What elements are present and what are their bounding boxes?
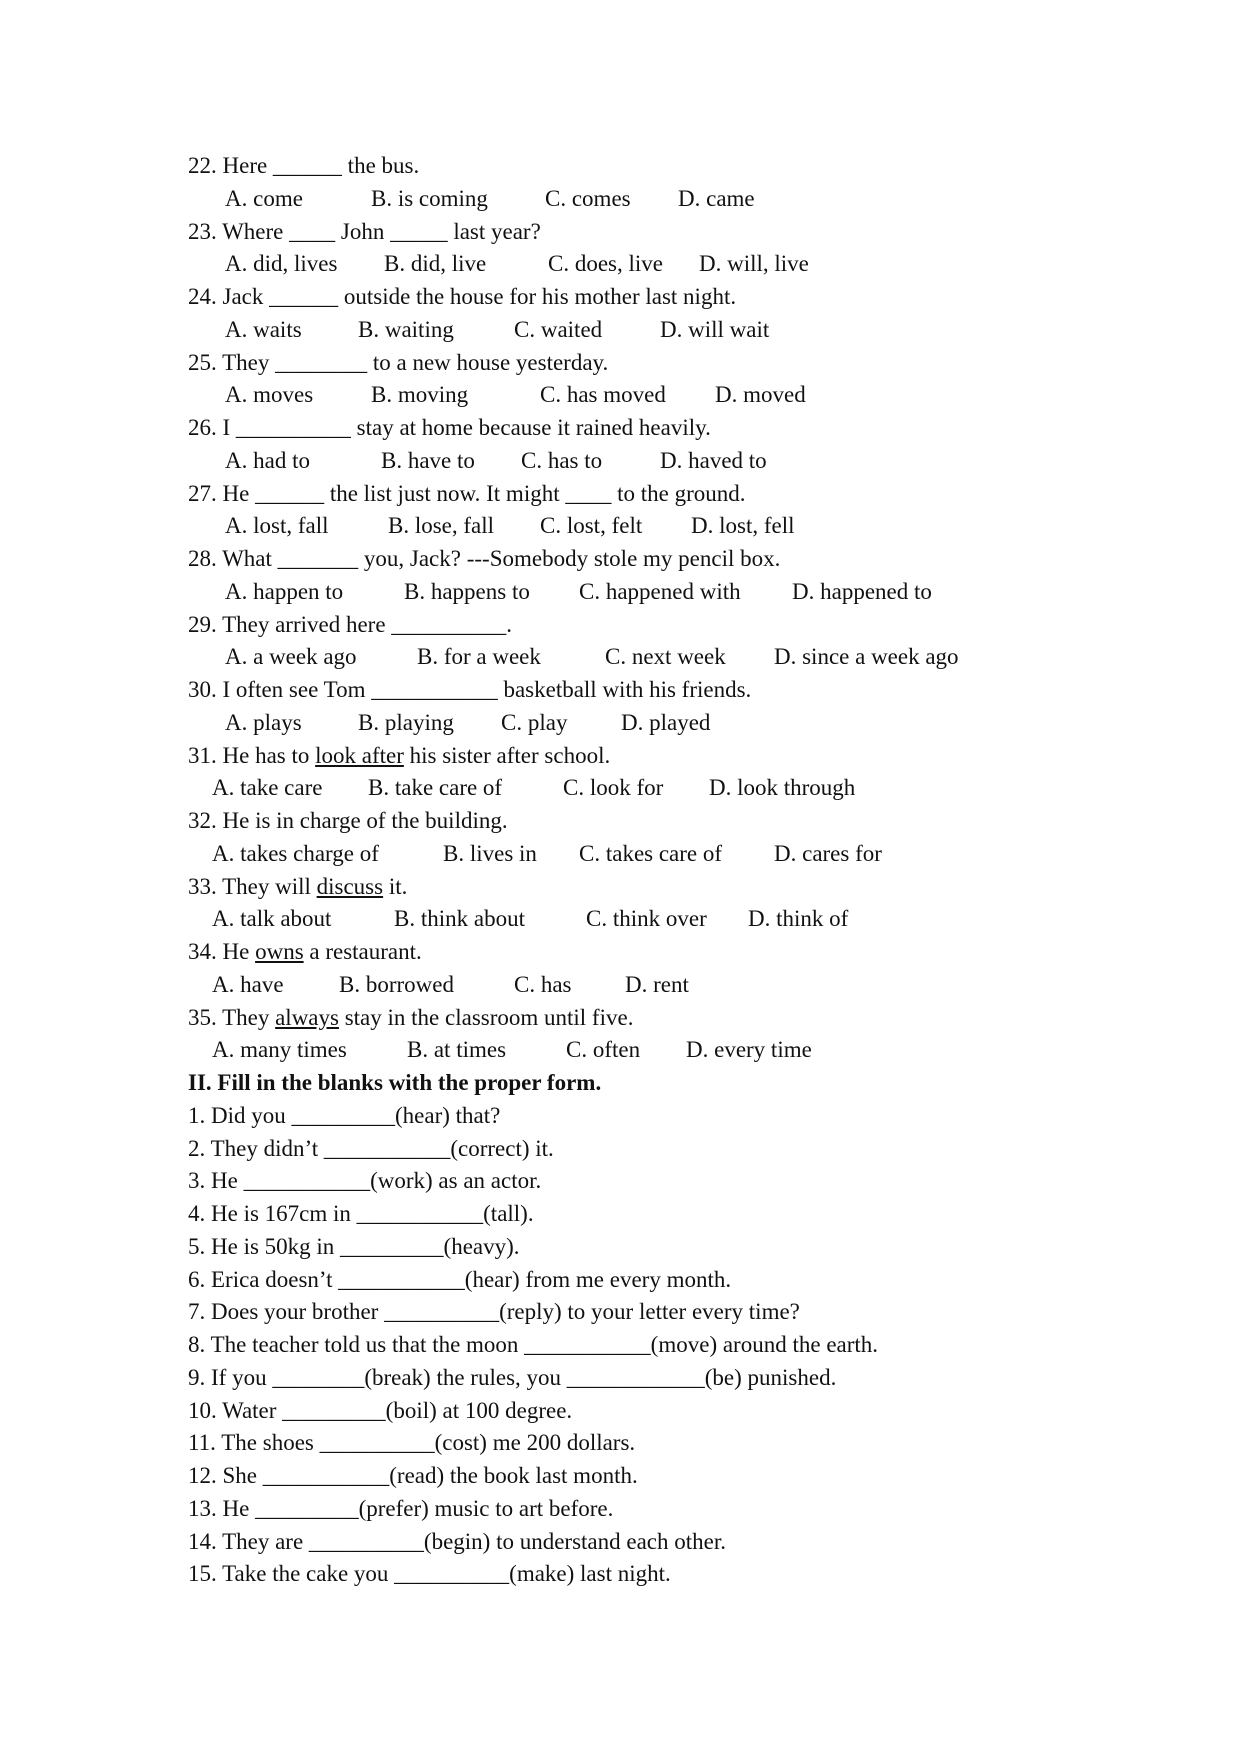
option-d: D. since a week ago bbox=[774, 644, 959, 670]
options-24 bbox=[188, 314, 1188, 347]
option-a: A. lost, fall bbox=[225, 513, 329, 539]
option-b: B. playing bbox=[358, 709, 454, 735]
options-27 bbox=[188, 510, 1188, 543]
option-a: A. many times bbox=[212, 1037, 347, 1063]
option-b: B. for a week bbox=[417, 644, 541, 670]
fill-item-15: 15. Take the cake you __________(make) last night. bbox=[188, 1561, 671, 1587]
question-29: 29. They arrived here __________. bbox=[188, 611, 513, 637]
question-35-text-start: 35. They bbox=[188, 1004, 276, 1030]
option-c: C. comes bbox=[545, 185, 631, 211]
question-34-text-start: 34. He bbox=[188, 939, 256, 964]
option-b: B. lives in bbox=[443, 840, 537, 866]
question-31 bbox=[188, 740, 1188, 773]
option-d: D. lost, fell bbox=[691, 513, 795, 539]
option-b: B. did, live bbox=[384, 251, 487, 277]
options-29 bbox=[188, 641, 1188, 674]
fill-item-1: 1. Did you _________(hear) that? bbox=[188, 1102, 501, 1128]
option-b: B. moving bbox=[371, 382, 469, 408]
option-c: C. think over bbox=[586, 906, 707, 932]
option-d: D. moved bbox=[715, 382, 806, 408]
fill-item-10: 10. Water _________(boil) at 100 degree. bbox=[188, 1397, 573, 1423]
option-d: D. look through bbox=[709, 775, 856, 801]
option-b: B. is coming bbox=[371, 185, 488, 211]
option-d: D. cares for bbox=[774, 840, 882, 866]
question-26: 26. I __________ stay at home because it rained heavily. bbox=[188, 415, 711, 440]
underlined-phrase: look after bbox=[315, 742, 404, 768]
options-22 bbox=[188, 183, 1188, 216]
fill-item-11: 11. The shoes __________(cost) me 200 dollars. bbox=[188, 1430, 636, 1456]
question-27: 27. He ______ the list just now. It might ____ to the ground. bbox=[188, 480, 746, 506]
fill-item-7: 7. Does your brother __________(reply) to your letter every time? bbox=[188, 1299, 800, 1325]
options-32 bbox=[188, 838, 1188, 871]
question-33-text-end: it. bbox=[383, 873, 408, 899]
option-c: C. waited bbox=[514, 316, 603, 342]
options-31 bbox=[188, 772, 1188, 805]
option-c: C. play bbox=[501, 709, 568, 735]
options-33 bbox=[188, 903, 1188, 936]
option-a: A. moves bbox=[225, 382, 314, 408]
worksheet-content bbox=[188, 150, 1188, 1591]
option-b: B. borrowed bbox=[339, 971, 454, 997]
fill-item-13: 13. He _________(prefer) music to art before. bbox=[188, 1495, 614, 1521]
fill-item-5: 5. He is 50kg in _________(heavy). bbox=[188, 1233, 520, 1259]
fill-item-2: 2. They didn’t ___________(correct) it. bbox=[188, 1135, 554, 1161]
fill-item-9: 9. If you ________(break) the rules, you ____________(be) punished. bbox=[188, 1364, 837, 1390]
options-28 bbox=[188, 576, 1188, 609]
option-c: C. has moved bbox=[540, 382, 666, 408]
option-b: B. think about bbox=[394, 906, 525, 932]
option-d: D. came bbox=[678, 185, 755, 211]
option-a: A. happen to bbox=[225, 578, 344, 604]
option-c: C. has to bbox=[521, 447, 603, 473]
option-a: A. had to bbox=[225, 447, 310, 473]
option-d: D. think of bbox=[748, 906, 849, 932]
option-d: D. rent bbox=[625, 971, 689, 997]
options-35 bbox=[188, 1034, 1188, 1067]
option-a: A. come bbox=[225, 185, 303, 211]
fill-item-12: 12. She ___________(read) the book last month. bbox=[188, 1463, 638, 1488]
question-24: 24. Jack ______ outside the house for his mother last night. bbox=[188, 284, 737, 309]
question-31-text-start: 31. He has to bbox=[188, 742, 316, 768]
option-d: D. will wait bbox=[660, 316, 770, 342]
options-25 bbox=[188, 379, 1188, 412]
question-28: 28. What _______ you, Jack? ---Somebody stole my pencil box. bbox=[188, 546, 781, 571]
option-b: B. at times bbox=[407, 1037, 507, 1063]
underlined-word: discuss bbox=[316, 873, 384, 899]
question-34-text-end: a restaurant. bbox=[303, 939, 422, 964]
option-b: B. take care of bbox=[368, 775, 503, 801]
option-a: A. did, lives bbox=[225, 251, 338, 277]
question-33 bbox=[188, 871, 1188, 904]
option-a: A. a week ago bbox=[225, 644, 357, 670]
question-23: 23. Where ____ John _____ last year? bbox=[188, 218, 541, 244]
fill-item-3: 3. He ___________(work) as an actor. bbox=[188, 1168, 542, 1194]
options-26 bbox=[188, 445, 1188, 478]
option-c: C. next week bbox=[605, 644, 726, 670]
question-25: 25. They ________ to a new house yesterday. bbox=[188, 349, 609, 375]
question-32: 32. He is in charge of the building. bbox=[188, 808, 508, 833]
fill-item-6: 6. Erica doesn’t ___________(hear) from me every month. bbox=[188, 1266, 732, 1292]
options-34 bbox=[188, 969, 1188, 1002]
question-33-text-start: 33. They will bbox=[188, 873, 317, 899]
option-c: C. has bbox=[514, 971, 572, 997]
option-d: D. every time bbox=[686, 1037, 812, 1063]
option-a: A. waits bbox=[225, 316, 302, 342]
question-34 bbox=[188, 936, 1188, 969]
options-30 bbox=[188, 707, 1188, 740]
option-c: C. does, live bbox=[548, 251, 663, 277]
option-b: B. lose, fall bbox=[388, 513, 495, 539]
question-31-text-end: his sister after school. bbox=[403, 742, 611, 768]
option-c: C. lost, felt bbox=[540, 513, 643, 539]
underlined-word: always bbox=[275, 1004, 339, 1030]
option-a: A. plays bbox=[225, 709, 302, 735]
underlined-word: owns bbox=[255, 939, 304, 964]
question-35 bbox=[188, 1002, 1188, 1035]
option-d: D. haved to bbox=[660, 447, 767, 473]
option-b: B. happens to bbox=[404, 578, 530, 604]
option-a: A. have bbox=[212, 971, 284, 997]
option-c: C. takes care of bbox=[579, 840, 723, 866]
question-35-text-end: stay in the classroom until five. bbox=[338, 1004, 634, 1030]
option-b: B. have to bbox=[381, 447, 475, 473]
option-c: C. look for bbox=[563, 775, 664, 801]
option-b: B. waiting bbox=[358, 316, 454, 342]
option-c: C. happened with bbox=[579, 578, 741, 604]
section-heading: II. Fill in the blanks with the proper form. bbox=[188, 1070, 602, 1095]
option-d: D. played bbox=[621, 709, 711, 735]
fill-item-4: 4. He is 167cm in ___________(tall). bbox=[188, 1201, 534, 1226]
question-22: 22. Here ______ the bus. bbox=[188, 153, 420, 178]
fill-item-14: 14. They are __________(begin) to understand each other. bbox=[188, 1528, 727, 1554]
option-d: D. will, live bbox=[699, 251, 809, 277]
option-c: C. often bbox=[566, 1037, 641, 1063]
fill-item-8: 8. The teacher told us that the moon ___________(move) around the earth. bbox=[188, 1332, 879, 1357]
question-30: 30. I often see Tom ___________ basketball with his friends. bbox=[188, 677, 752, 702]
option-a: A. talk about bbox=[212, 906, 332, 932]
option-d: D. happened to bbox=[792, 578, 932, 604]
option-a: A. take care bbox=[212, 775, 323, 801]
options-23 bbox=[188, 248, 1188, 281]
option-a: A. takes charge of bbox=[212, 840, 379, 866]
